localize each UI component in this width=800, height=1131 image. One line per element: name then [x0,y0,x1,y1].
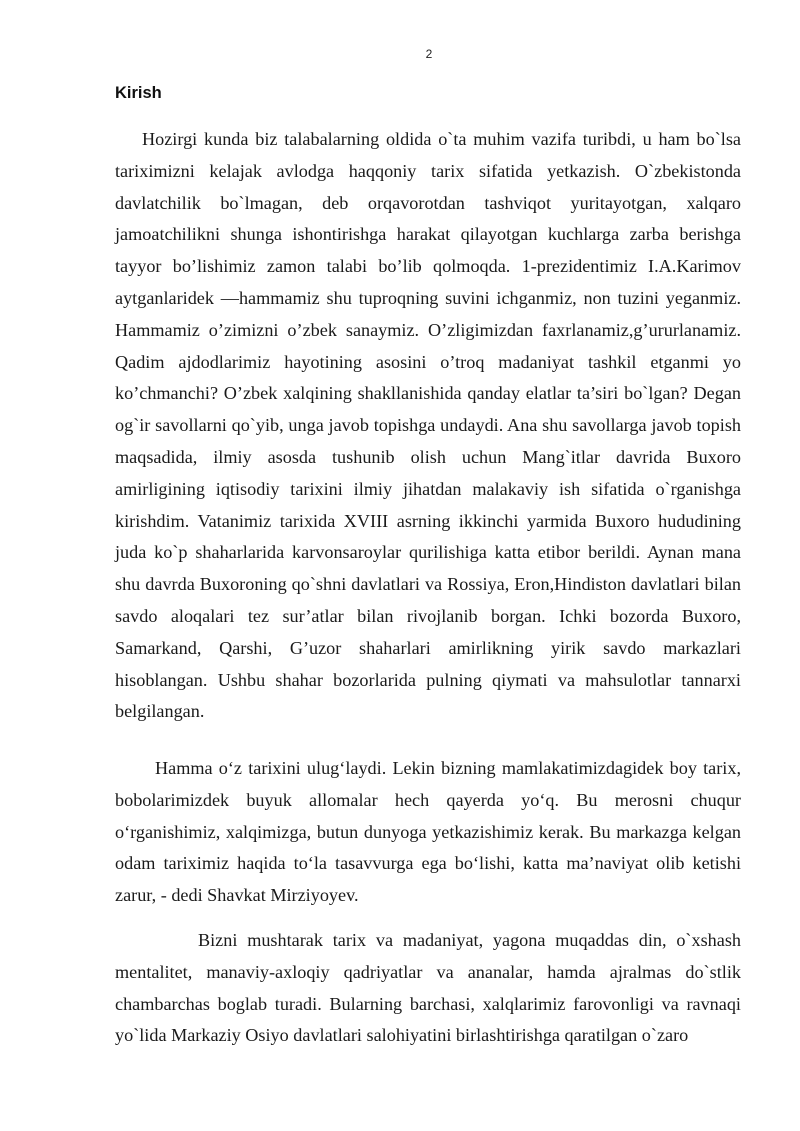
paragraph-quote: Hamma o‘z tarixini ulug‘laydi. Lekin bizning mamlakatimizdagidek boy tarix, bobolarimizdek buyuk allomalar hech qayerda yo‘q. Bu merosni chuqur o‘rganishimiz, xalqimizga, butun dunyoga yetkazishimiz kerak. Bu markazga kelgan odam tariximiz haqida to‘la tasavvurga ega bo‘lishi, katta ma’naviyat olib ketishi zarur, - dedi Shavkat Mirziyoyev. [115,758,741,906]
page-number: 2 [425,47,433,61]
section-heading: Kirish [115,84,162,102]
paragraph-continuation: Bizni mushtarak tarix va madaniyat, yagona muqaddas din, o`xshash mentalitet, manaviy-axloqiy qadriyatlar va ananalar, hamda ajralmas do`stlik chambarchas boglab turadi. Bularning barchasi, xalqlarimiz farovonligi va ravnaqi yo`lida Markaziy Osiyo davlatlari salohiyatini birlashtirishga qaratilgan o`zaro [115,930,741,1046]
paragraph-intro: Hozirgi kunda biz talabalarning oldida o`ta muhim vazifa turibdi, u ham bo`lsa tariximizni kelajak avlodga haqqoniy tarix sifatida yetkazish. O`zbekistonda davlatchilik bo`lmagan, deb orqavorotdan tashviqot yuritayotgan, xalqaro jamoatchilikni shunga ishontirishga harakat qilayotgan kuchlarga zarba berishga tayyor bo’lishimiz zamon talabi bo’lib qolmoqda. 1-prezidentimiz I.A.Karimov aytganlaridek —hammamiz shu tuproqning suvini ichganmiz, non tuzini yeganmiz. Hammamiz o’zimizni o’zbek sanaymiz. O’zligimizdan faxrlanamiz,g’ururlanamiz. Qadim ajdodlarimiz hayotining asosini o’troq madaniyat tashkil etganmi yo ko’chmanchi? O’zbek xalqining shakllanishida qanday elatlar ta’siri bo`lgan? Degan og`ir savollarni qo`yib, unga javob topishga undaydi. Ana shu savollarga javob topish maqsadida, ilmiy asosda tushunib olish uchun Mang`itlar davrida Buxoro amirligining iqtisodiy tarixini ilmiy jihatdan malakaviy ish sifatida o`rganishga kirishdim. Vatanimiz tarixida XVIII asrning ikkinchi yarmida Buxoro hududining juda ko`p shaharlarida karvonsaroylar qurilishiga katta etibor berildi. Aynan mana shu davrda Buxoroning qo`shni davlatlari va Rossiya, Eron,Hindiston davlatlari bilan savdo aloqalari tez sur’atlar bilan rivojlanib borgan. Ichki bozorda Buxoro, Samarkand, Qarshi, G’uzor shaharlari amirlikning yirik savdo markazlari hisoblangan. Ushbu shahar bozorlarida pulning qiymati va mahsulotlar tannarxi belgilangan. [115,129,741,722]
